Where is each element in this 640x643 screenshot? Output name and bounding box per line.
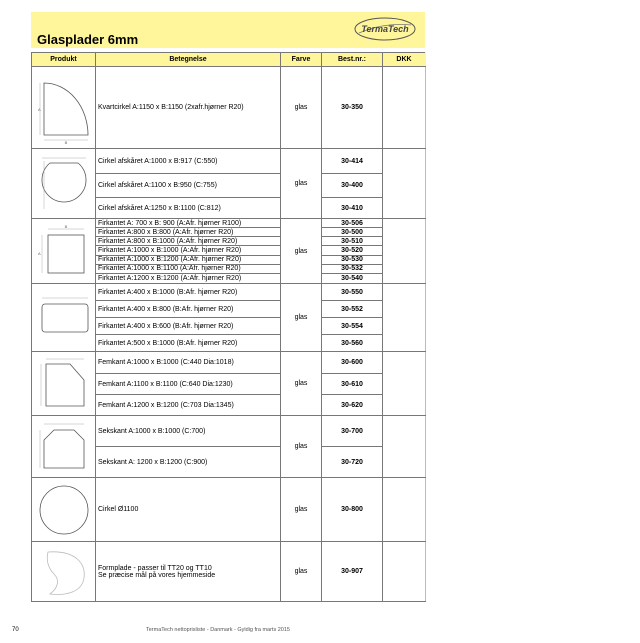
col-dkk: DKK xyxy=(383,53,426,67)
col-betegnelse: Betegnelse xyxy=(96,53,281,67)
product-description: Cirkel afskåret A:1000 x B:917 (C:550) xyxy=(96,149,281,174)
color-cell: glas xyxy=(281,542,322,602)
product-description: Kvartcirkel A:1150 x B:1150 (2xafr.hjørner R20) xyxy=(96,67,281,149)
order-number: 30-800 xyxy=(322,478,383,542)
footer-text: TermaTech nettoprisliste - Danmark - Gyldig fra marts 2015 xyxy=(146,627,290,633)
order-number: 30-550 xyxy=(322,284,383,301)
price-cell xyxy=(383,219,426,284)
product-description: Firkantet A: 700 x B: 900 (A:Afr. hjørner R100) xyxy=(96,219,281,228)
table-row xyxy=(32,149,426,174)
order-number: 30-530 xyxy=(322,255,383,264)
order-number: 30-600 xyxy=(322,352,383,374)
col-farve: Farve xyxy=(281,53,322,67)
col-bestnr: Best.nr.: xyxy=(322,53,383,67)
product-description: Firkantet A:1000 x B:1000 (A:Afr. hjørner R20) xyxy=(96,246,281,255)
order-number: 30-620 xyxy=(322,395,383,416)
order-number: 30-350 xyxy=(322,67,383,149)
order-number: 30-506 xyxy=(322,219,383,228)
svg-text:B: B xyxy=(64,139,67,145)
product-description: Femkant A:1000 x B:1000 (C:440 Dia:1018) xyxy=(96,352,281,374)
product-description: Cirkel afskåret A:1100 x B:950 (C:755) xyxy=(96,174,281,198)
product-description: Cirkel afskåret A:1250 x B:1100 (C:812) xyxy=(96,198,281,219)
product-description: Firkantet A:1200 x B:1200 (A:Afr. hjørner R20) xyxy=(96,273,281,283)
table-row xyxy=(32,478,426,542)
order-number: 30-410 xyxy=(322,198,383,219)
order-number: 30-510 xyxy=(322,237,383,246)
product-description: Firkantet A:800 x B:800 (A:Afr. hjørner R20) xyxy=(96,228,281,237)
product-description: Sekskant A:1000 x B:1000 (C:700) xyxy=(96,416,281,447)
col-produkt: Produkt xyxy=(32,53,96,67)
svg-text:A: A xyxy=(37,106,41,112)
rounded-rectangle-glass-icon xyxy=(32,284,96,352)
order-number: 30-610 xyxy=(322,374,383,395)
quarter-circle-glass-icon xyxy=(32,67,96,149)
price-cell xyxy=(383,352,426,416)
table-row xyxy=(32,352,426,374)
pentagon-glass-icon xyxy=(32,352,96,416)
product-description: Formplade - passer til TT20 og TT10 Se præcise mål på vores hjemmeside xyxy=(96,542,281,602)
table-row xyxy=(32,284,426,301)
order-number: 30-520 xyxy=(322,246,383,255)
product-description: Firkantet A:800 x B:1000 (A:Afr. hjørner R20) xyxy=(96,237,281,246)
order-number: 30-552 xyxy=(322,301,383,318)
product-description: Firkantet A:1000 x B:1100 (A:Afr. hjørner R20) xyxy=(96,264,281,273)
price-cell xyxy=(383,284,426,352)
product-description: Femkant A:1100 x B:1100 (C:640 Dia:1230) xyxy=(96,374,281,395)
circle-glass-icon xyxy=(32,478,96,542)
rectangle-glass-icon xyxy=(32,219,96,284)
product-description: Firkantet A:1000 x B:1200 (A:Afr. hjørner R20) xyxy=(96,255,281,264)
order-number: 30-400 xyxy=(322,174,383,198)
column-headers xyxy=(32,53,426,67)
order-number: 30-500 xyxy=(322,228,383,237)
order-number: 30-720 xyxy=(322,447,383,478)
product-description: Firkantet A:400 x B:800 (B:Afr. hjørner R20) xyxy=(96,301,281,318)
product-description: Firkantet A:500 x B:1000 (B:Afr. hjørner R20) xyxy=(96,335,281,352)
product-description: Sekskant A: 1200 x B:1200 (C:900) xyxy=(96,447,281,478)
order-number: 30-532 xyxy=(322,264,383,273)
order-number: 30-700 xyxy=(322,416,383,447)
price-cell xyxy=(383,542,426,602)
color-cell: glas xyxy=(281,284,322,352)
svg-text:A: A xyxy=(37,251,41,256)
formplade-glass-icon xyxy=(32,542,96,602)
page-number: 70 xyxy=(12,627,19,633)
color-cell: glas xyxy=(281,416,322,478)
color-cell: glas xyxy=(281,352,322,416)
header-band xyxy=(31,12,425,48)
order-number: 30-907 xyxy=(322,542,383,602)
hexagon-glass-icon xyxy=(32,416,96,478)
product-table xyxy=(31,52,426,602)
table-row xyxy=(32,67,426,149)
product-description: Cirkel Ø1100 xyxy=(96,478,281,542)
table-row xyxy=(32,219,426,228)
product-description: Femkant A:1200 x B:1200 (C:703 Dia:1345) xyxy=(96,395,281,416)
color-cell: glas xyxy=(281,478,322,542)
color-cell: glas xyxy=(281,149,322,219)
page-title: Glasplader 6mm xyxy=(37,32,139,47)
price-cell xyxy=(383,149,426,219)
product-description: Firkantet A:400 x B:1000 (B:Afr. hjørner R20) xyxy=(96,284,281,301)
color-cell: glas xyxy=(281,67,322,149)
cut-circle-glass-icon xyxy=(32,149,96,219)
brand-name: TermaTech xyxy=(361,24,409,34)
order-number: 30-554 xyxy=(322,318,383,335)
order-number: 30-540 xyxy=(322,273,383,283)
svg-text:B: B xyxy=(64,224,67,229)
price-cell xyxy=(383,478,426,542)
price-cell xyxy=(383,67,426,149)
termatech-logo xyxy=(353,16,417,42)
order-number: 30-414 xyxy=(322,149,383,174)
table-row xyxy=(32,416,426,447)
order-number: 30-560 xyxy=(322,335,383,352)
color-cell: glas xyxy=(281,219,322,284)
price-cell xyxy=(383,416,426,478)
product-description: Firkantet A:400 x B:600 (B:Afr. hjørner R20) xyxy=(96,318,281,335)
table-row xyxy=(32,542,426,602)
